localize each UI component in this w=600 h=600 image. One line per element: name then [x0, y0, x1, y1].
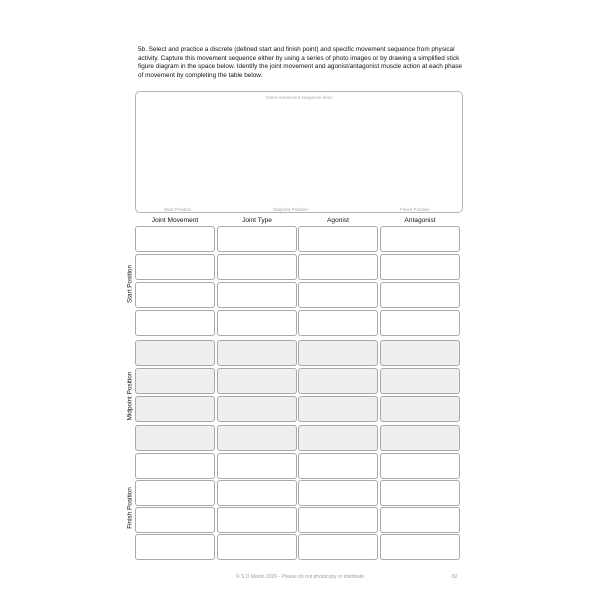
table-cell-midpoint-joint-movement[interactable]	[135, 425, 215, 451]
table-cell-midpoint-joint-type[interactable]	[217, 425, 297, 451]
table-cell-start-agonist[interactable]	[298, 226, 378, 252]
table-cell-start-agonist[interactable]	[298, 282, 378, 308]
copyright-footer: © S D Martin 2026 - Please do not photocopy or distribute	[235, 574, 365, 580]
table-cell-midpoint-joint-type[interactable]	[217, 396, 297, 422]
finish-position-caption: Finish Position	[400, 207, 430, 212]
table-cell-start-antagonist[interactable]	[380, 226, 460, 252]
table-cell-midpoint-antagonist[interactable]	[380, 425, 460, 451]
table-cell-finish-agonist[interactable]	[298, 480, 378, 506]
table-cell-start-joint-movement[interactable]	[135, 254, 215, 280]
table-cell-midpoint-agonist[interactable]	[298, 340, 378, 366]
header-agonist: Agonist	[327, 217, 349, 224]
table-cell-start-joint-movement[interactable]	[135, 226, 215, 252]
table-cell-start-joint-type[interactable]	[217, 226, 297, 252]
table-cell-start-antagonist[interactable]	[380, 310, 460, 336]
start-position-caption: Start Position	[164, 207, 192, 212]
midpoint-position-caption: Midpoint Position	[273, 207, 308, 212]
header-joint-movement: Joint Movement	[151, 217, 199, 224]
table-cell-finish-antagonist[interactable]	[380, 480, 460, 506]
sequence-placeholder: Insert movement sequence here	[266, 95, 332, 100]
table-cell-finish-agonist[interactable]	[298, 534, 378, 560]
table-cell-finish-joint-movement[interactable]	[135, 507, 215, 533]
section-label-start: Start Position	[126, 264, 134, 304]
table-cell-finish-antagonist[interactable]	[380, 453, 460, 479]
table-cell-finish-joint-movement[interactable]	[135, 534, 215, 560]
table-cell-start-joint-movement[interactable]	[135, 282, 215, 308]
table-cell-start-joint-movement[interactable]	[135, 310, 215, 336]
table-cell-midpoint-joint-movement[interactable]	[135, 340, 215, 366]
header-joint-type: Joint Type	[242, 217, 272, 224]
header-antagonist: Antagonist	[404, 217, 436, 224]
table-cell-finish-antagonist[interactable]	[380, 534, 460, 560]
table-cell-midpoint-antagonist[interactable]	[380, 340, 460, 366]
table-cell-finish-antagonist[interactable]	[380, 507, 460, 533]
table-cell-midpoint-antagonist[interactable]	[380, 368, 460, 394]
movement-sequence-box[interactable]	[135, 91, 463, 213]
table-cell-midpoint-joint-type[interactable]	[217, 340, 297, 366]
page-number: 82	[452, 574, 458, 580]
section-label-finish: Finish Position	[126, 487, 134, 529]
table-cell-finish-joint-type[interactable]	[217, 507, 297, 533]
table-cell-finish-joint-type[interactable]	[217, 453, 297, 479]
table-cell-finish-agonist[interactable]	[298, 453, 378, 479]
table-cell-midpoint-antagonist[interactable]	[380, 396, 460, 422]
task-instructions: 5b. Select and practice a discrete (defined start and finish point) and specific movement sequence from physical activity. Capture this movement sequence either by using a series of photo images or by drawing a simplified stick figure diagram in the space below. Identify the joint movement and agonist/antagonist muscle action at each phase of movement by completing the table below.	[138, 46, 462, 79]
table-cell-finish-agonist[interactable]	[298, 507, 378, 533]
table-cell-start-joint-type[interactable]	[217, 254, 297, 280]
table-cell-midpoint-joint-movement[interactable]	[135, 368, 215, 394]
table-cell-start-antagonist[interactable]	[380, 282, 460, 308]
table-cell-finish-joint-movement[interactable]	[135, 453, 215, 479]
table-cell-midpoint-agonist[interactable]	[298, 396, 378, 422]
table-cell-midpoint-joint-type[interactable]	[217, 368, 297, 394]
table-cell-midpoint-joint-movement[interactable]	[135, 396, 215, 422]
table-cell-start-agonist[interactable]	[298, 310, 378, 336]
table-cell-midpoint-agonist[interactable]	[298, 368, 378, 394]
table-cell-start-joint-type[interactable]	[217, 310, 297, 336]
section-label-midpoint: Midpoint Position	[126, 371, 134, 421]
table-cell-start-antagonist[interactable]	[380, 254, 460, 280]
table-cell-finish-joint-movement[interactable]	[135, 480, 215, 506]
table-cell-start-joint-type[interactable]	[217, 282, 297, 308]
table-cell-finish-joint-type[interactable]	[217, 480, 297, 506]
table-cell-midpoint-agonist[interactable]	[298, 425, 378, 451]
table-cell-start-agonist[interactable]	[298, 254, 378, 280]
table-cell-finish-joint-type[interactable]	[217, 534, 297, 560]
